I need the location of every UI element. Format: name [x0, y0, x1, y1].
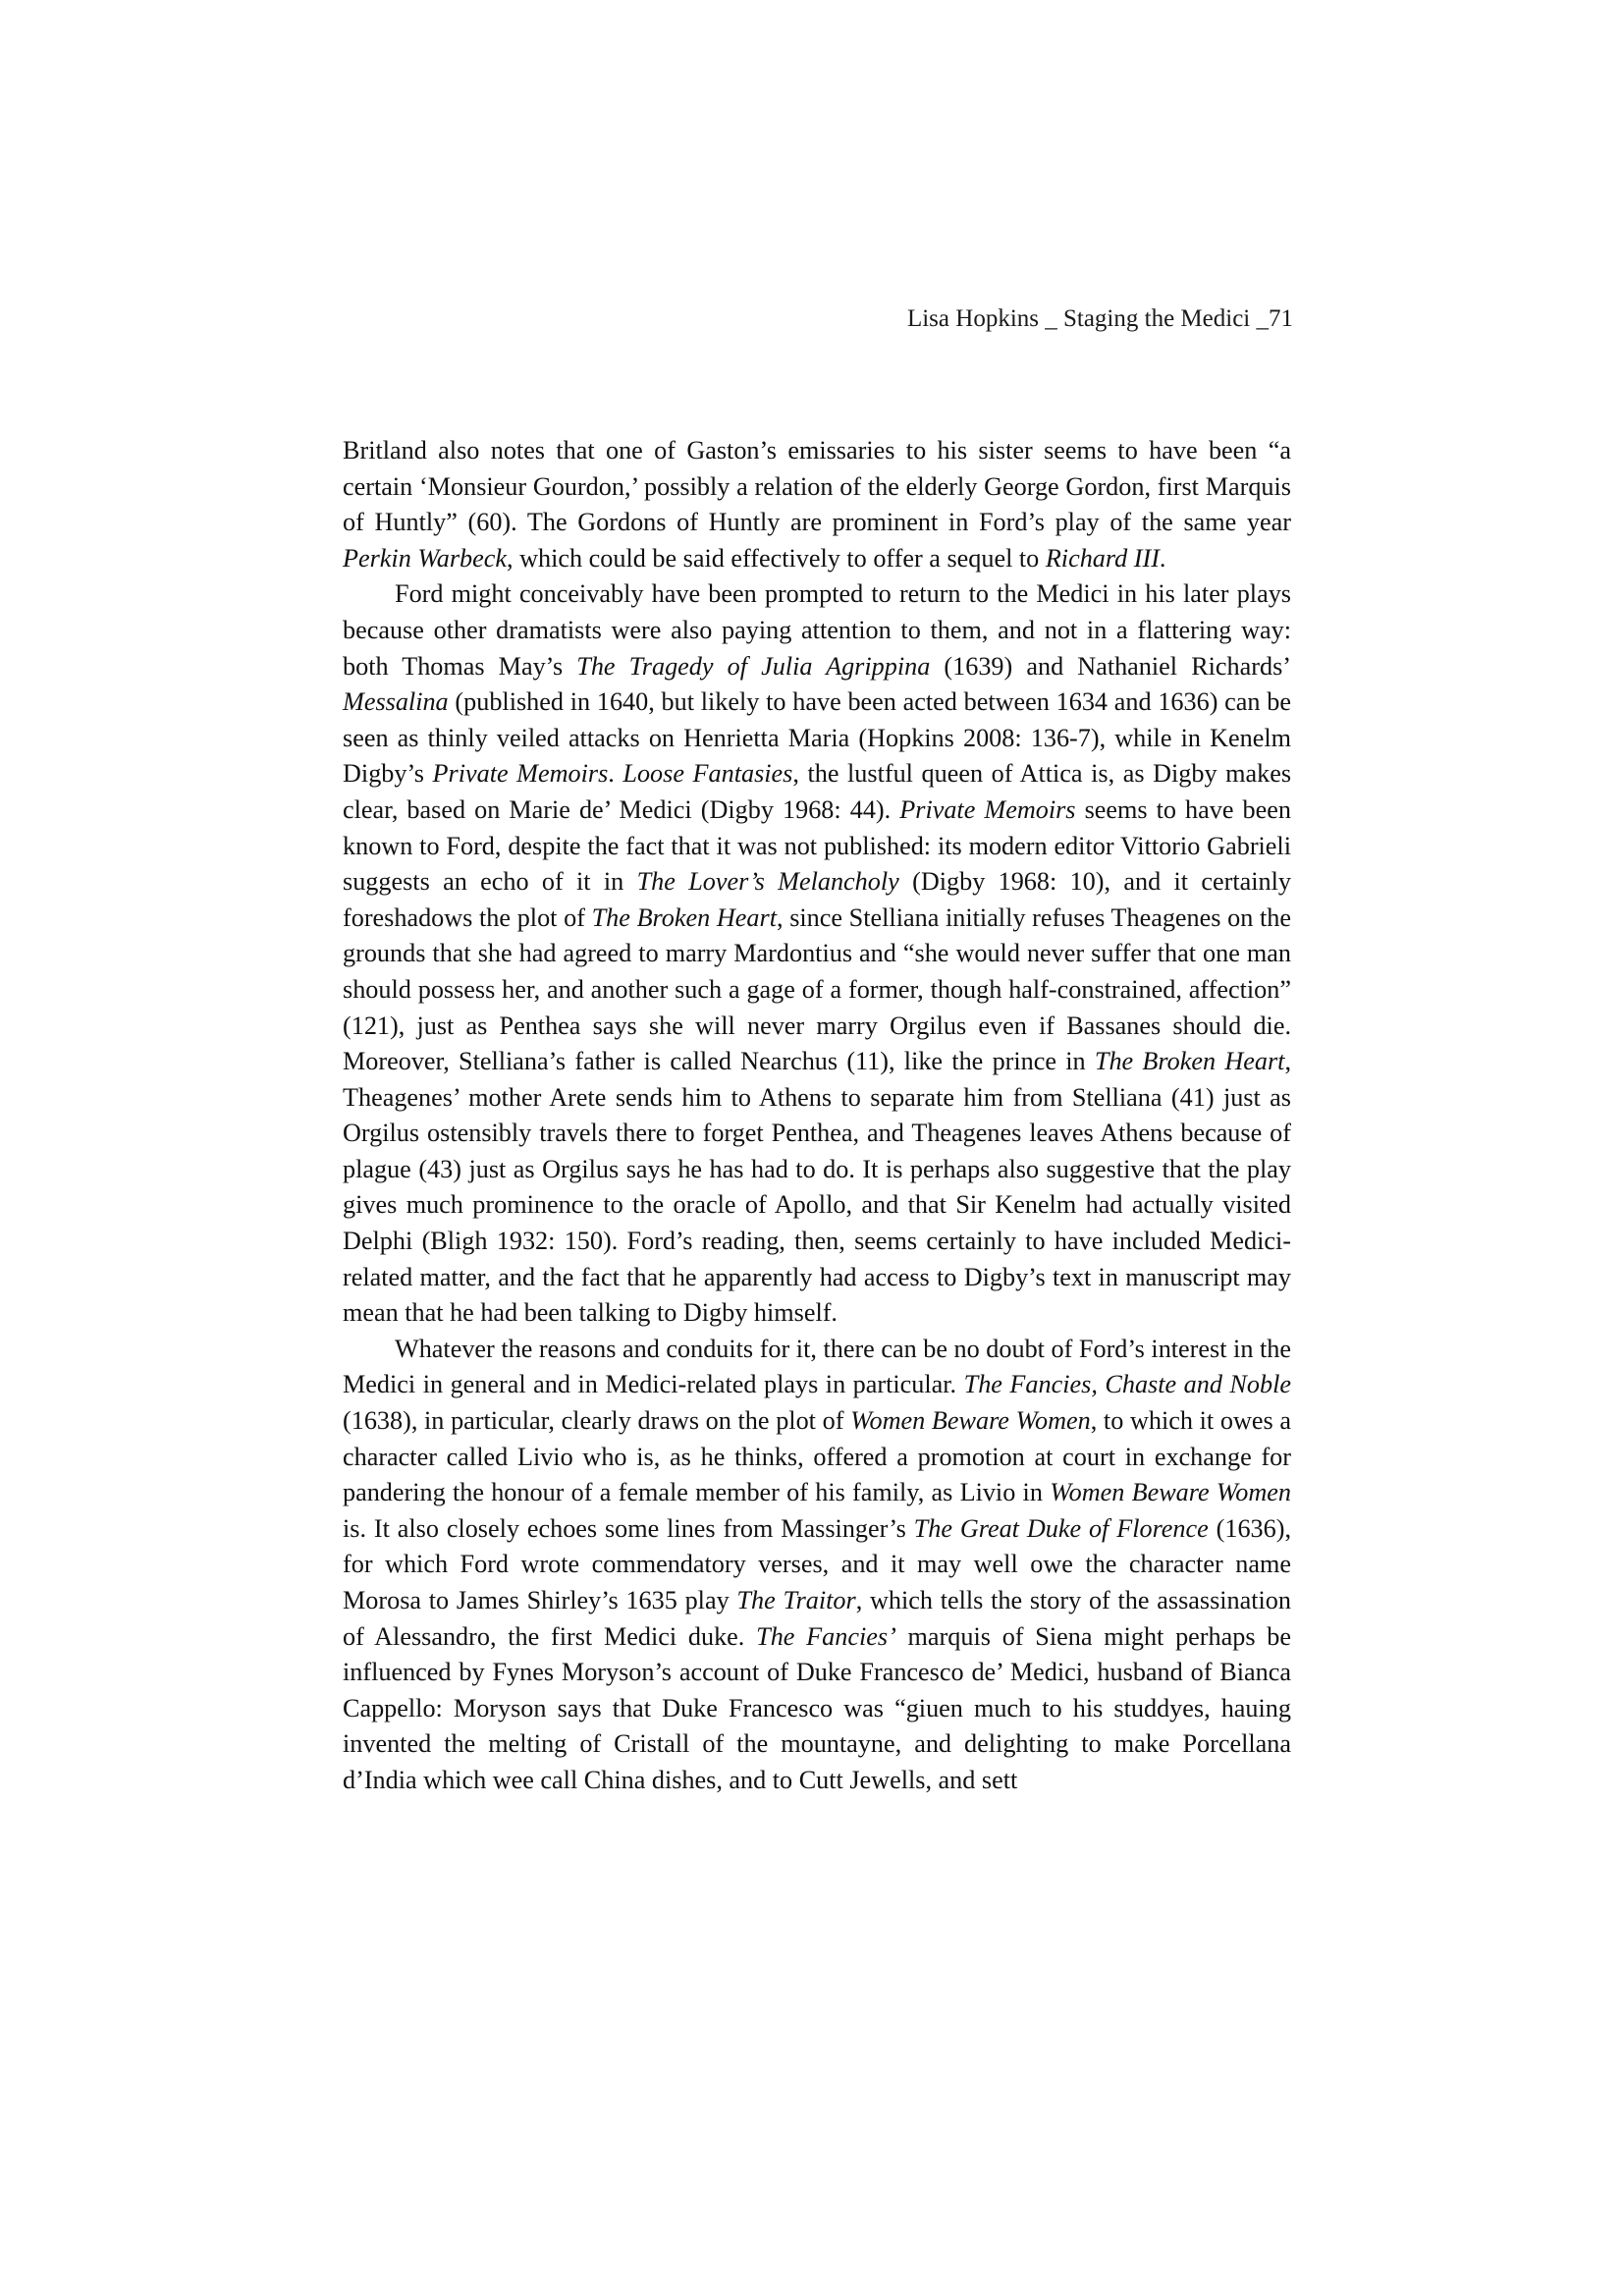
- italic-title: Women Beware Women: [1050, 1478, 1291, 1507]
- italic-title: The Tragedy of Julia Agrippina: [576, 651, 931, 681]
- italic-title: Richard III: [1045, 543, 1160, 573]
- text-run: (1638), in particular, clearly draws on the plot of: [343, 1406, 851, 1436]
- italic-title: The Lover’s Melancholy: [636, 867, 899, 897]
- text-run: (Digby 1968: 10), and it certainly foreshadows the plot of: [343, 867, 1291, 932]
- paragraph: [343, 433, 1291, 576]
- text-run: , the lustful queen of Attica is, as Digby makes clear, based on Marie de’ Medici (Digby 1968: 44).: [343, 759, 1292, 824]
- italic-title: The Fancies, Chaste and Noble: [963, 1370, 1291, 1399]
- text-run: .: [1159, 543, 1166, 573]
- text-run: (published in 1640, but likely to have been acted between 1634 and 1636) can be seen as thinly veiled attacks on Henrietta Maria (Hopkins 2008: 136-7), while in Kenelm Digby’s: [343, 687, 1291, 789]
- paragraph: [343, 1332, 1291, 1799]
- italic-title: The Fancies’: [756, 1621, 896, 1651]
- text-run: marquis of Siena might perhaps be influenced by Fynes Moryson’s account of Duke Francesco de’ Medici, husband of Bianca Cappello: Moryson says that Duke Francesco was “giuen much to his studdyes, hauing invented the melting of Cristall of the mountayne, and delighting to make Porcellana d’India which wee call China dishes, and to Cutt Jewells, and sett: [343, 1621, 1291, 1794]
- text-run: (1639) and Nathaniel Richards’: [930, 651, 1291, 681]
- italic-title: Women Beware Women: [850, 1406, 1091, 1436]
- italic-title: The Traitor: [736, 1586, 856, 1614]
- text-run: , which tells the story of the assassination of Alessandro, the first Medici duke.: [343, 1586, 1291, 1651]
- text-run: Ford might conceivably have been prompted to return to the Medici in his later plays because other dramatists were also paying attention to them, and not in a flattering way: both Thomas May’s: [343, 579, 1291, 681]
- italic-title: Perkin Warbeck: [343, 543, 508, 573]
- italic-title: Private Memoirs: [432, 759, 609, 789]
- italic-title: The Broken Heart: [1094, 1047, 1285, 1076]
- italic-title: The Great Duke of Florence: [913, 1513, 1209, 1543]
- italic-title: Private Memoirs: [899, 794, 1076, 824]
- text-run: , to which it owes a character called Livio who is, as he thinks, offered a promotion at court in exchange for pandering the honour of a female member of his family, as Livio in: [343, 1406, 1291, 1507]
- body-text: [343, 433, 1291, 1799]
- paragraph: [343, 576, 1291, 1331]
- running-head: Lisa Hopkins _ Staging the Medici _71: [906, 305, 1293, 332]
- text-run: (1636), for which Ford wrote commendatory verses, and it may well owe the character name Morosa to James Shirley’s 1635 play: [343, 1513, 1291, 1614]
- italic-title: The Broken Heart: [591, 902, 777, 932]
- text-run: is. It also closely echoes some lines from Massinger’s: [343, 1513, 914, 1543]
- italic-title: Messalina: [343, 687, 449, 717]
- text-run: .: [608, 759, 623, 789]
- text-run: Britland also notes that one of Gaston’s emissaries to his sister seems to have been “a certain ‘Monsieur Gourdon,’ possibly a relation of the elderly George Gordon, first Marquis of Huntly” (60). The Gordons of Huntly are prominent in Ford’s play of the same year: [343, 436, 1291, 537]
- italic-title: Loose Fantasies: [622, 759, 793, 789]
- text-run: seems to have been known to Ford, despite the fact that it was not published: its modern editor Vittorio Gabrieli suggests an echo of it in: [343, 794, 1291, 897]
- text-run: , Theagenes’ mother Arete sends him to Athens to separate him from Stelliana (41) just as Orgilus ostensibly travels there to forget Penthea, and Theagenes leaves Athens because of plague (43) just as Orgilus says he has had to do. It is perhaps also suggestive that the play gives much prominence to the oracle of Apollo, and that Sir Kenelm had actually visited Delphi (Bligh 1932: 150). Ford’s reading, then, seems certainly to have included Medici-related matter, and the fact that he apparently had access to Digby’s text in manuscript may mean that he had been talking to Digby himself.: [343, 1047, 1291, 1328]
- text-run: Whatever the reasons and conduits for it, there can be no doubt of Ford’s interest in the Medici in general and in Medici-related plays in particular.: [343, 1334, 1291, 1399]
- text-run: , since Stelliana initially refuses Theagenes on the grounds that she had agreed to marry Mardontius and “she would never suffer that one man should possess her, and another such a gage of a former, though half-constrained, affection” (121), just as Penthea says she will never marry Orgilus even if Bassanes should die. Moreover, Stelliana’s father is called Nearchus (11), like the prince in: [343, 902, 1291, 1076]
- text-run: , which could be said effectively to offer a sequel to: [507, 543, 1046, 573]
